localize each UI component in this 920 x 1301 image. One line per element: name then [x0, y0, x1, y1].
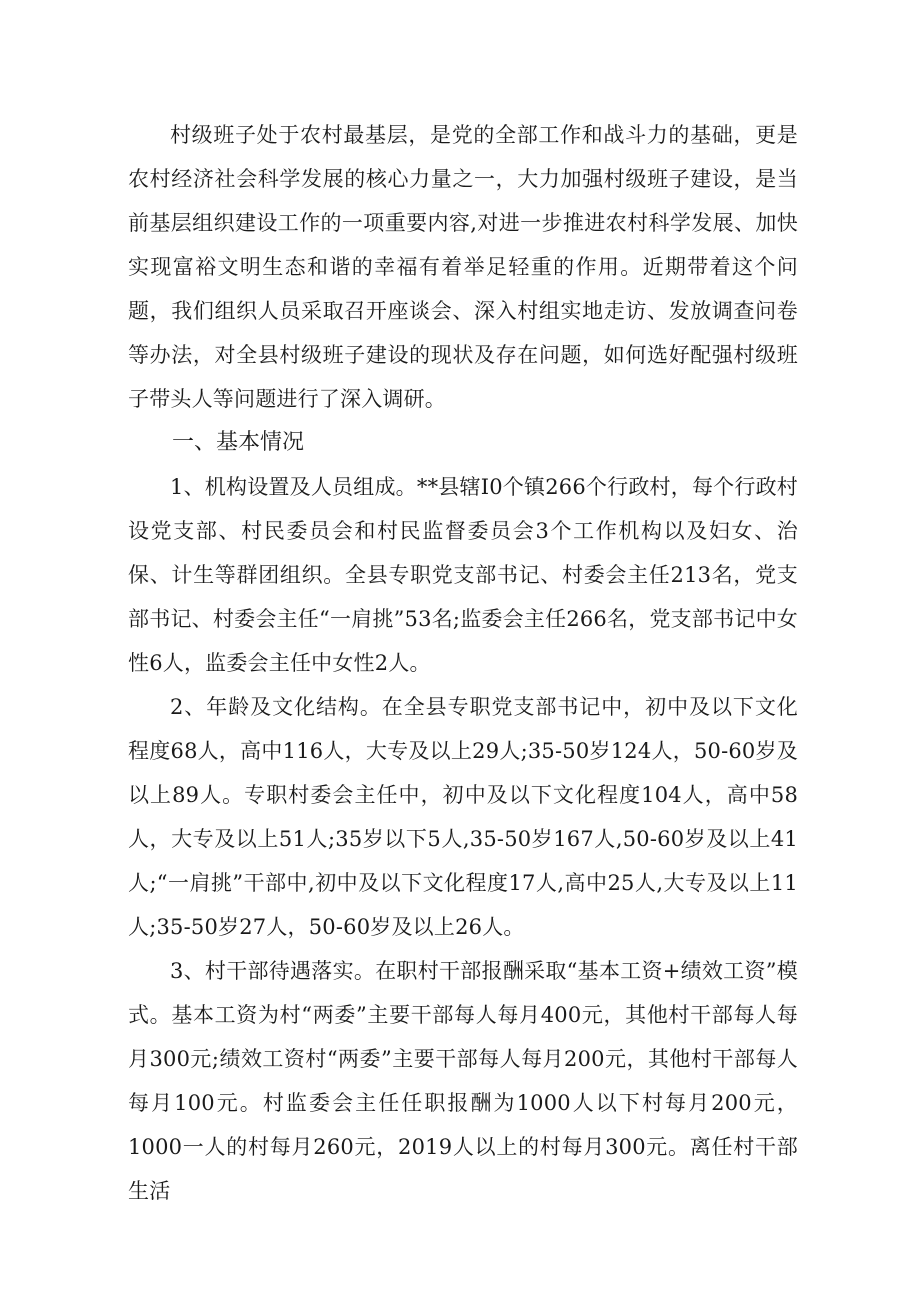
item-2-paragraph: 2、年龄及文化结构。在全县专职党支部书记中，初中及以下文化程度68人，高中116人，大专及以上29人;35-50岁124人，50-60岁及以上89人。专职村委会主任中，初中及以下文化程度104人，高中58人，大专及以上51人;35岁以下5人,35-50岁167人,50-60岁及以上41人;“一肩挑”干部中,初中及以下文化程度17人,高中25人,大专及以上11人;35-50岁27人，50-60岁及以上26人。	[128, 695, 798, 939]
section-heading-basic-situation: 一、基本情况	[172, 430, 305, 455]
intro-paragraph: 村级班子处于农村最基层，是党的全部工作和战斗力的基础，更是农村经济社会科学发展的核心力量之一，大力加强村级班子建设，是当前基层组织建设工作的一项重要内容,对进一步推进农村科学发展、加快实现富裕文明生态和谐的幸福有着举足轻重的作用。近期带着这个问题，我们组织人员采取召开座谈会、深入村组实地走访、发放调查问卷等办法，对全县村级班子建设的现状及存在问题，如何选好配强村级班子带头人等问题进行了深入调研。	[128, 123, 798, 411]
item-1-paragraph: 1、机构设置及人员组成。**县辖I0个镇266个行政村，每个行政村设党支部、村民委员会和村民监督委员会3个工作机构以及妇女、治保、计生等群团组织。全县专职党支部书记、村委会主任213名，党支部书记、村委会主任“一肩挑”53名;监委会主任266名，党支部书记中女性6人，监委会主任中女性2人。	[128, 475, 798, 675]
item-3-paragraph: 3、村干部待遇落实。在职村干部报酬采取“基本工资+绩效工资”模式。基本工资为村“两委”主要干部每人每月400元，其他村干部每人每月300元;绩效工资村“两委”主要干部每人每月200元，其他村干部每人每月100元。村监委会主任任职报酬为1000人以下村每月200元，1000一人的村每月260元，2019人以上的村每月300元。离任村干部生活	[128, 959, 798, 1203]
document-body	[128, 113, 798, 1213]
